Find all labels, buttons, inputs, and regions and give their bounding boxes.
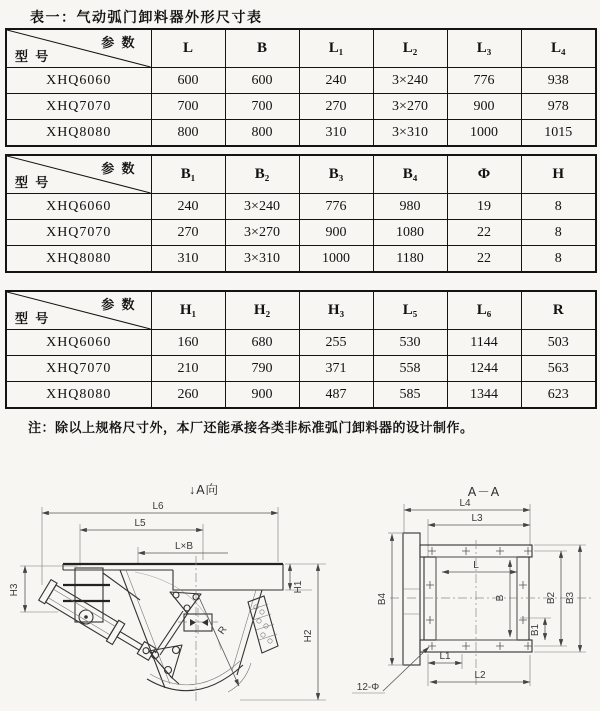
corner-model-label: 型 号 [15,311,51,326]
value-cell: 503 [521,330,596,356]
value-cell: 160 [151,330,225,356]
col-header: L₆ [447,291,521,330]
dim-label-h3: H3 [9,583,20,597]
table-row [6,382,596,409]
value-cell: 776 [447,68,521,94]
value-cell: 790 [225,356,299,382]
corner-cell [6,155,151,194]
col-header: H₃ [299,291,373,330]
dim-label-l3: L3 [471,513,483,524]
corner-cell [6,29,151,68]
col-header: Φ [447,155,521,194]
drawing-canvas [0,455,600,711]
value-cell: 600 [225,68,299,94]
spec-table-3 [5,290,597,409]
value-cell: 3×240 [225,194,299,220]
value-cell: 1180 [373,246,447,273]
corner-model-label: 型 号 [15,175,51,190]
value-cell: 1344 [447,382,521,409]
value-cell: 900 [225,382,299,409]
value-cell: 1144 [447,330,521,356]
value-cell: 8 [521,246,596,273]
value-cell: 700 [151,94,225,120]
col-header: B₄ [373,155,447,194]
value-cell: 563 [521,356,596,382]
col-header: L₅ [373,291,447,330]
value-cell: 1000 [299,246,373,273]
corner-param-label: 参 数 [101,35,137,50]
model-cell: XHQ7070 [6,220,151,246]
linkage [149,592,201,684]
value-cell: 1000 [447,120,521,147]
value-cell: 270 [299,94,373,120]
value-cell: 800 [151,120,225,147]
value-cell: 210 [151,356,225,382]
value-cell: 3×310 [225,246,299,273]
model-cell: XHQ8080 [6,246,151,273]
col-header: B [225,29,299,68]
dim-label-l1: L1 [439,651,451,662]
value-cell: 900 [299,220,373,246]
dim-label-b1: B1 [530,623,541,637]
value-cell: 22 [447,246,521,273]
section-frame [390,533,592,688]
value-cell: 3×270 [373,94,447,120]
value-cell: 1244 [447,356,521,382]
table-row [6,220,596,246]
value-cell: 240 [299,68,373,94]
table-row [6,194,596,220]
col-header: H₁ [151,291,225,330]
value-cell: 3×310 [373,120,447,147]
value-cell: 310 [299,120,373,147]
header-row [6,155,596,194]
value-cell: 255 [299,330,373,356]
model-cell: XHQ8080 [6,382,151,409]
col-header: L₄ [521,29,596,68]
col-header: R [521,291,596,330]
corner-cell [6,291,151,330]
value-cell: 776 [299,194,373,220]
junction-box [178,608,218,637]
left-view [9,483,326,704]
col-header: H [521,155,596,194]
col-header: L₂ [373,29,447,68]
model-cell: XHQ6060 [6,68,151,94]
left-view-title: ↓A向 [188,483,220,497]
dim-label-l6: L6 [152,501,164,512]
hatched-strip [248,596,278,653]
value-cell: 260 [151,382,225,409]
dim-label-l4: L4 [459,498,471,509]
value-cell: 978 [521,94,596,120]
table-row [6,356,596,382]
dim-label-h1: H1 [293,580,304,594]
value-cell: 19 [447,194,521,220]
value-cell: 310 [151,246,225,273]
right-view-title: A－A [467,485,501,499]
value-cell: 980 [373,194,447,220]
bolt-hole-marks [426,547,532,650]
value-cell: 585 [373,382,447,409]
value-cell: 900 [447,94,521,120]
corner-param-label: 参 数 [101,161,137,176]
value-cell: 1015 [521,120,596,147]
value-cell: 623 [521,382,596,409]
value-cell: 240 [151,194,225,220]
table-row [6,246,596,273]
dim-label-b2: B2 [546,591,557,605]
model-cell: XHQ8080 [6,120,151,147]
col-header: B₂ [225,155,299,194]
spec-table-1 [5,28,597,147]
model-cell: XHQ7070 [6,94,151,120]
dim-label-l2: L2 [474,670,486,681]
value-cell: 8 [521,194,596,220]
model-cell: XHQ6060 [6,194,151,220]
value-cell: 371 [299,356,373,382]
dim-label-r: R [216,624,230,637]
col-header: B₁ [151,155,225,194]
value-cell: 3×240 [373,68,447,94]
dim-label-lxb: L×B [174,541,194,552]
dim-label-l: L [473,560,479,571]
value-cell: 22 [447,220,521,246]
dim-label-b: B [495,594,506,602]
footnote: 注：除以上规格尺寸外，本厂还能承接各类非标准弧门卸料器的设计制作。 [28,420,474,435]
value-cell: 270 [151,220,225,246]
value-cell: 700 [225,94,299,120]
table-row [6,330,596,356]
model-cell: XHQ7070 [6,356,151,382]
table-row [6,68,596,94]
col-header: B₃ [299,155,373,194]
value-cell: 680 [225,330,299,356]
value-cell: 1080 [373,220,447,246]
header-row [6,291,596,330]
value-cell: 530 [373,330,447,356]
spec-table-2 [5,154,597,273]
value-cell: 487 [299,382,373,409]
corner-model-label: 型 号 [15,49,51,64]
value-cell: 558 [373,356,447,382]
page-title: 表一：气动弧门卸料器外形尺寸表 [30,11,263,26]
header-row [6,29,596,68]
value-cell: 8 [521,220,596,246]
right-view [352,485,592,693]
col-header: H₂ [225,291,299,330]
table-row [6,120,596,147]
value-cell: 938 [521,68,596,94]
col-header: L₁ [299,29,373,68]
value-cell: 3×270 [225,220,299,246]
dim-label-b3: B3 [565,591,576,605]
col-header: L [151,29,225,68]
table-row [6,94,596,120]
dim-label-h2: H2 [303,629,314,643]
dim-label-b4: B4 [377,592,388,606]
model-cell: XHQ6060 [6,330,151,356]
value-cell: 600 [151,68,225,94]
corner-param-label: 参 数 [101,297,137,312]
value-cell: 800 [225,120,299,147]
col-header: L₃ [447,29,521,68]
dim-label-l5: L5 [134,518,146,529]
bolt-callout-label: 12-Φ [356,682,380,693]
